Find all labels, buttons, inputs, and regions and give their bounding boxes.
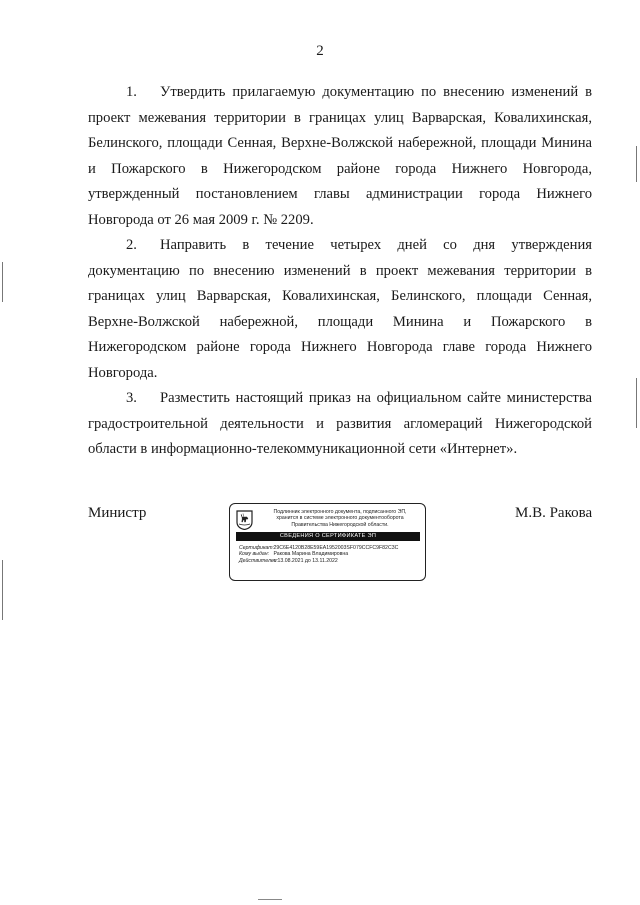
scan-bottom-mark xyxy=(258,899,282,900)
paragraph-2-text: Направить в течение четырех дней со дня утверждения документацию по внесению изменений в проект межевания территории в границах улиц Варварская, Ковалихинская, Белинского, площади Сенная, Верхне-Волжской набережной, площади Минина и Пожарского в Нижегородском районе города Нижнего Новгорода главе города Нижнего Новгорода. xyxy=(88,237,592,381)
scan-edge-mark-right xyxy=(636,146,637,182)
page-number: 2 xyxy=(316,43,324,59)
paragraph-3-text: Разместить настоящий приказ на официальном сайте министерства градостроительной деятельности и развития агломераций Нижегородской области в информационно-телекоммуникационной сети «Интернет». xyxy=(88,390,592,457)
electronic-signature-stamp xyxy=(229,503,426,581)
scan-edge-mark-left xyxy=(2,262,3,302)
stamp-owner-value: Ракова Марина Владимировна xyxy=(273,551,349,558)
paragraph-3-number: 3. xyxy=(126,390,137,406)
stamp-certificate-label: Сертификат: xyxy=(239,545,275,551)
signatory-title: Министр xyxy=(88,505,147,521)
stamp-header-line-2: хранится в системе электронного документооборота xyxy=(276,515,404,522)
stamp-header-line-3: Правительства Нижегородской области. xyxy=(291,521,389,528)
stamp-header xyxy=(258,509,422,528)
paragraph-1-text: Утвердить прилагаемую документацию по внесению изменений в проект межевания территории в границах улиц Варварская, Ковалихинская, Белинского, площади Сенная, Верхне-Волжской набережной, площади Минина и Пожарского в Нижегородском районе города Нижнего Новгорода, утвержденный постановлением главы администрации города Нижнего Новгорода от 26 мая 2009 г. № 2209. xyxy=(88,84,592,228)
stamp-details xyxy=(239,545,421,564)
scan-edge-mark-right-lower xyxy=(636,378,637,428)
stamp-certificate-value: 29C6E4120B28E59EA1952003SF079CCFC9F82C3C xyxy=(273,545,399,551)
signatory-name: М.В. Ракова xyxy=(515,505,593,521)
stamp-certificate-bar: СВЕДЕНИЯ О СЕРТИФИКАТЕ ЭП xyxy=(236,532,420,541)
paragraph-1 xyxy=(88,80,592,233)
paragraph-1-number: 1. xyxy=(126,84,137,100)
stamp-row-validity xyxy=(239,558,421,564)
stamp-header-line-1: Подлинник электронного документа, подписанного ЭП, xyxy=(273,509,407,515)
paragraph-2 xyxy=(88,233,592,386)
paragraph-3 xyxy=(88,386,592,463)
paragraph-2-number: 2. xyxy=(126,237,137,253)
stamp-owner-label: Кому выдан: xyxy=(239,551,270,558)
document-body xyxy=(88,80,592,463)
deer-emblem-icon xyxy=(236,510,253,530)
stamp-validity-value: с 13.08.2021 до 13.11.2022 xyxy=(273,557,338,564)
stamp-validity-label: Действителен: xyxy=(239,557,279,564)
scan-edge-mark-left-lower xyxy=(2,560,3,620)
